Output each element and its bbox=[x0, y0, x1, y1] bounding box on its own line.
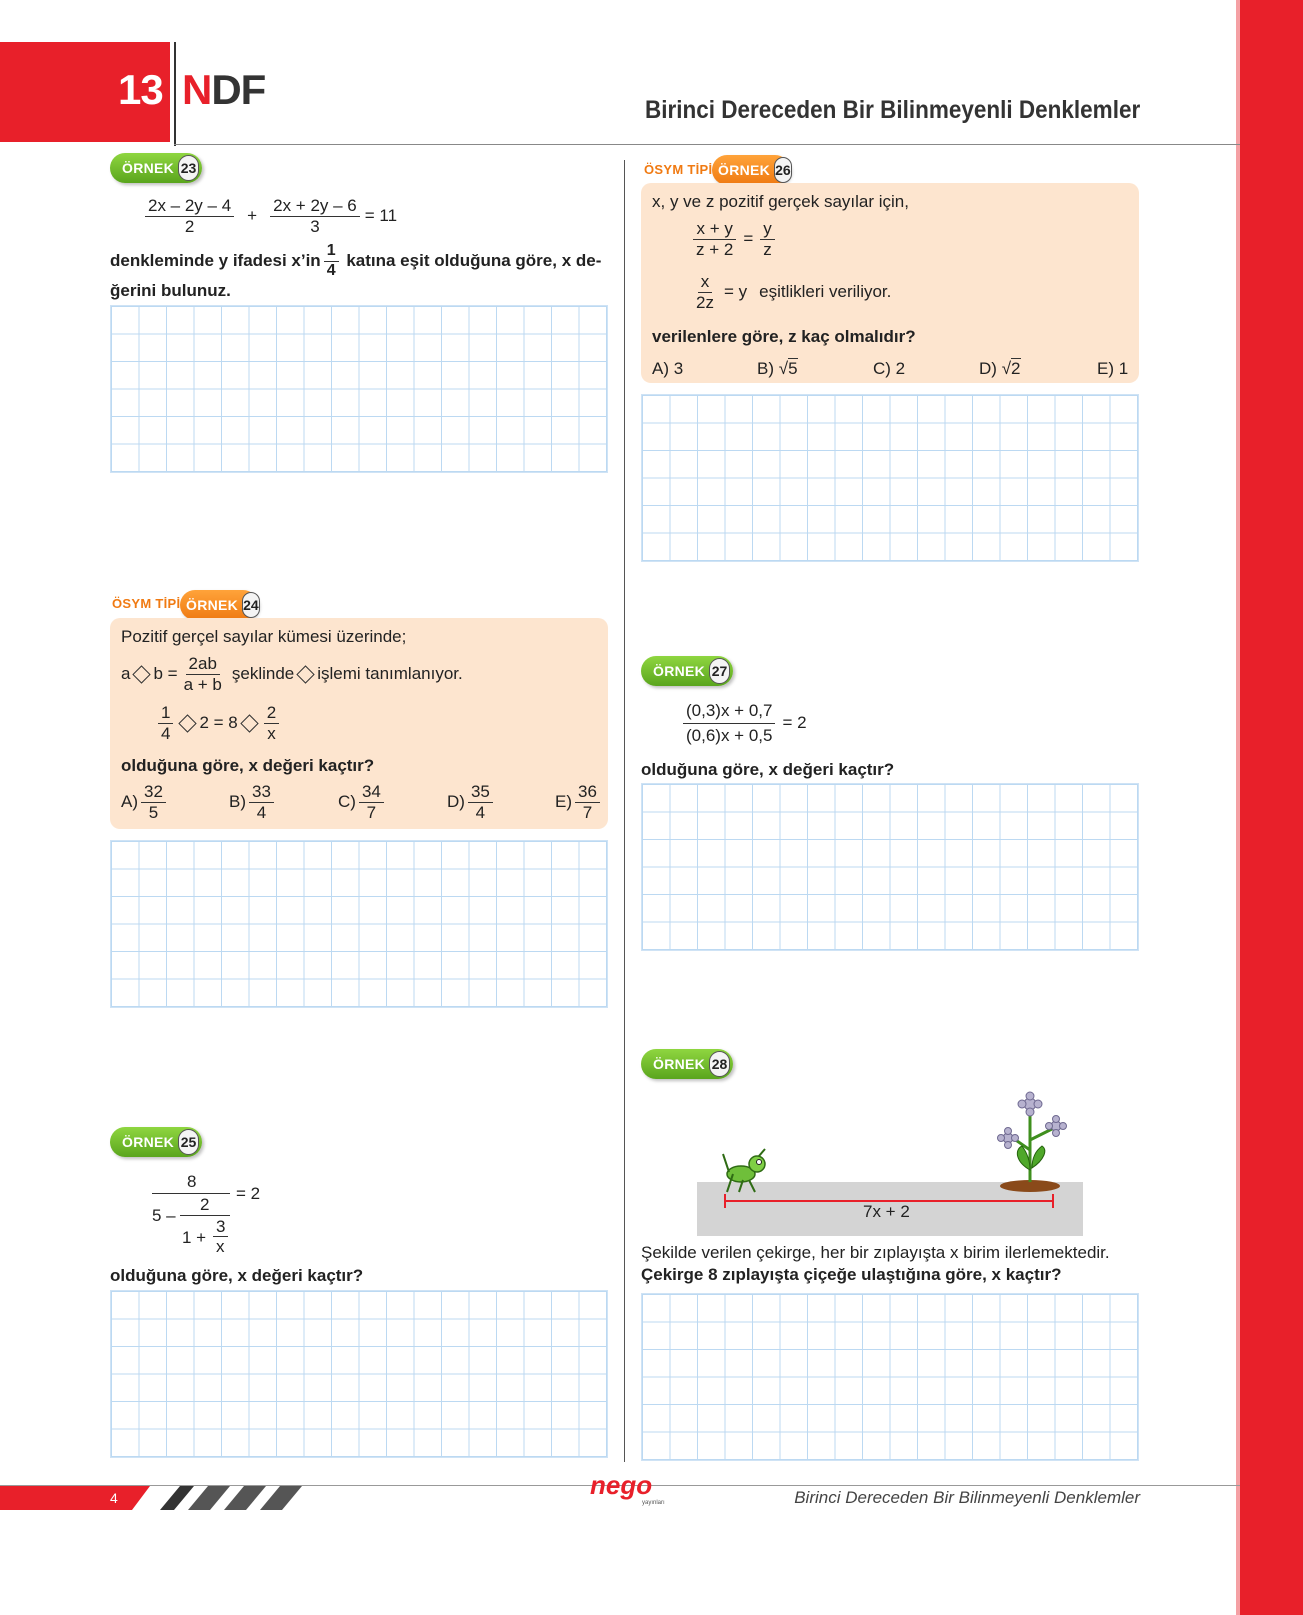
fraction-numerator: 2 bbox=[264, 704, 279, 724]
sqrt-icon: √ bbox=[1001, 359, 1012, 378]
fraction-numerator: y bbox=[760, 220, 775, 240]
example-27-equation bbox=[680, 702, 807, 745]
example-26-option-d[interactable] bbox=[979, 359, 1021, 379]
equation-rhs: = 11 bbox=[364, 206, 398, 226]
brand-n: N bbox=[182, 66, 212, 113]
badge-label: ÖRNEK bbox=[718, 162, 771, 178]
example-24-option-b[interactable] bbox=[229, 783, 277, 822]
fraction-numerator: 2ab bbox=[186, 655, 220, 675]
example-24-badge bbox=[180, 590, 258, 620]
fraction-numerator: 35 bbox=[468, 783, 493, 803]
fraction-numerator: (0,3)x + 0,7 bbox=[683, 702, 775, 724]
equals-sign: = bbox=[743, 229, 754, 249]
equation-tail: eşitlikleri veriliyor. bbox=[759, 282, 892, 302]
brand-logo bbox=[182, 66, 265, 114]
example-28-question: Çekirge 8 zıplayışta çiçeğe ulaştığına göre, x kaçtır? bbox=[641, 1265, 1062, 1284]
footer-page-number: 4 bbox=[110, 1490, 118, 1506]
fraction-numerator: 32 bbox=[141, 783, 166, 803]
header-rule bbox=[174, 144, 1240, 145]
option-label: E) bbox=[555, 792, 572, 812]
option-label: C) bbox=[338, 792, 356, 812]
diamond-operator-icon bbox=[179, 714, 197, 732]
option-label: B) bbox=[229, 792, 246, 812]
option-label: A) bbox=[121, 792, 138, 812]
fraction-denominator: 3 bbox=[310, 216, 320, 236]
main-fraction-bar bbox=[152, 1193, 230, 1194]
badge-number: 23 bbox=[178, 155, 199, 181]
flower-icon bbox=[992, 1090, 1070, 1192]
plus-sign: + bbox=[247, 206, 258, 226]
diamond-operator-icon bbox=[240, 714, 258, 732]
option-label: D) bbox=[979, 359, 997, 378]
definition-text: şeklinde bbox=[231, 664, 295, 684]
example-26-equation-1 bbox=[690, 220, 778, 259]
example-28-work-grid[interactable] bbox=[641, 1293, 1139, 1461]
example-26-work-grid[interactable] bbox=[641, 394, 1139, 562]
fraction-denominator: 7 bbox=[582, 802, 593, 822]
example-26-badge bbox=[712, 155, 790, 185]
example-24-option-a[interactable] bbox=[121, 783, 169, 822]
column-divider bbox=[624, 160, 625, 1462]
brand-rest: DF bbox=[211, 66, 266, 113]
example-28-line1: Şekilde verilen çekirge, her bir zıplayışta x birim ilerlemektedir. bbox=[641, 1243, 1110, 1262]
five-minus: 5 – bbox=[152, 1206, 176, 1225]
example-24-option-d[interactable] bbox=[447, 783, 496, 822]
footer-red-tab bbox=[0, 1486, 150, 1510]
fraction-numerator: 2x – 2y – 4 bbox=[145, 197, 234, 217]
diamond-operator-icon bbox=[133, 665, 151, 683]
badge-label: ÖRNEK bbox=[186, 597, 239, 613]
badge-label: ÖRNEK bbox=[122, 1134, 175, 1150]
fraction-numerator: 2x + 2y – 6 bbox=[270, 197, 360, 217]
example-26-tag: ÖSYM TİPİ bbox=[644, 162, 713, 177]
distance-tick-right bbox=[1052, 1194, 1054, 1208]
sqrt-icon: √ bbox=[778, 359, 789, 378]
top-numerator: 8 bbox=[187, 1172, 197, 1191]
fraction-numerator: x bbox=[698, 273, 713, 293]
footer-title: Birinci Dereceden Bir Bilinmeyenli Denklemler bbox=[794, 1488, 1140, 1507]
equation-rhs: = 2 bbox=[236, 1184, 261, 1203]
radicand: 2 bbox=[1011, 359, 1021, 378]
example-26-option-b[interactable] bbox=[757, 359, 798, 379]
innermost-numerator: 3 bbox=[216, 1217, 226, 1236]
fraction-denominator: 4 bbox=[161, 723, 171, 743]
fraction-denominator: (0,6)x + 0,5 bbox=[686, 725, 773, 745]
badge-number: 24 bbox=[242, 592, 260, 618]
fraction-denominator: x bbox=[267, 723, 276, 743]
right-red-band bbox=[1240, 0, 1303, 1615]
example-24-line1: Pozitif gerçel sayılar kümesi üzerinde; bbox=[121, 627, 407, 646]
fraction-numerator: 36 bbox=[575, 783, 600, 803]
fraction-denominator: a + b bbox=[183, 674, 222, 694]
example-24-option-e[interactable] bbox=[555, 783, 603, 822]
fraction-denominator: z + 2 bbox=[696, 239, 734, 259]
example-27-work-grid[interactable] bbox=[641, 783, 1139, 951]
equation-rhs: = y bbox=[723, 282, 748, 302]
example-25-badge bbox=[110, 1127, 202, 1157]
example-28-badge bbox=[641, 1049, 733, 1079]
example-24-question: olduğuna göre, x değeri kaçtır? bbox=[121, 756, 375, 775]
grasshopper-icon bbox=[719, 1148, 771, 1194]
publisher-logo bbox=[590, 1472, 652, 1498]
equation-rhs: = 2 bbox=[782, 713, 807, 733]
inner-numerator: 2 bbox=[200, 1195, 210, 1214]
diamond-operator-icon bbox=[297, 665, 315, 683]
badge-label: ÖRNEK bbox=[122, 160, 175, 176]
example-23-question bbox=[110, 243, 610, 302]
fraction-denominator: 4 bbox=[326, 261, 336, 279]
example-23-badge bbox=[110, 153, 202, 183]
example-24-tag: ÖSYM TİPİ bbox=[112, 596, 181, 611]
example-24-equation bbox=[155, 704, 282, 743]
example-26-option-e[interactable]: E) 1 bbox=[1097, 359, 1129, 378]
distance-label: 7x + 2 bbox=[863, 1202, 910, 1221]
example-25-work-grid[interactable] bbox=[110, 1290, 608, 1458]
question-text: ğerini bulunuz. bbox=[110, 280, 231, 300]
logo-part-a: ne bbox=[590, 1470, 621, 1500]
example-26-equation-2 bbox=[690, 273, 891, 312]
fraction-numerator: 33 bbox=[249, 783, 274, 803]
example-27-question: olduğuna göre, x değeri kaçtır? bbox=[641, 760, 895, 779]
distance-tick-left bbox=[724, 1194, 726, 1208]
publisher-logo-sub: yayınları bbox=[642, 1500, 665, 1506]
fraction-denominator: 4 bbox=[256, 802, 267, 822]
page-title: Birinci Dereceden Bir Bilinmeyenli Denklemler bbox=[644, 96, 1140, 124]
badge-number: 26 bbox=[774, 157, 792, 183]
example-24-work-grid[interactable] bbox=[110, 840, 608, 1008]
option-label: D) bbox=[447, 792, 465, 812]
right-red-band-edge bbox=[1236, 0, 1240, 1615]
fraction-denominator: 7 bbox=[366, 802, 377, 822]
example-28-figure bbox=[697, 1090, 1083, 1238]
example-24-option-c[interactable] bbox=[338, 783, 387, 822]
example-24-definition bbox=[121, 655, 463, 694]
fraction-denominator: z bbox=[763, 239, 772, 259]
option-label: B) bbox=[757, 359, 774, 378]
badge-number: 27 bbox=[709, 658, 730, 684]
radicand: 5 bbox=[788, 359, 798, 378]
example-26-question: verilenlere göre, z kaç olmalıdır? bbox=[652, 327, 916, 346]
footer-stripes-icon bbox=[160, 1486, 320, 1510]
fraction-denominator: 2z bbox=[696, 292, 714, 312]
example-27-badge bbox=[641, 656, 733, 686]
fraction-denominator: 2 bbox=[184, 216, 195, 236]
example-25-question: olduğuna göre, x değeri kaçtır? bbox=[110, 1266, 364, 1285]
header-divider bbox=[174, 42, 176, 146]
example-26-line1: x, y ve z pozitif gerçek sayılar için, bbox=[652, 192, 909, 211]
fraction-denominator: 4 bbox=[475, 802, 486, 822]
question-text: denkleminde y ifadesi x’in bbox=[110, 250, 321, 270]
innermost-denominator: x bbox=[216, 1237, 225, 1256]
example-25-equation bbox=[150, 1172, 280, 1257]
badge-label: ÖRNEK bbox=[653, 663, 706, 679]
fraction-numerator: 1 bbox=[324, 243, 339, 262]
badge-label: ÖRNEK bbox=[653, 1056, 706, 1072]
example-26-option-c[interactable]: C) 2 bbox=[873, 359, 906, 378]
var-a: a bbox=[121, 664, 131, 684]
fraction-denominator: 5 bbox=[148, 802, 159, 822]
logo-part-b: go bbox=[620, 1470, 653, 1500]
badge-number: 25 bbox=[178, 1129, 199, 1155]
definition-text: işlemi tanımlanıyor. bbox=[317, 664, 463, 684]
example-26-option-a[interactable]: A) 3 bbox=[652, 359, 684, 378]
var-b: b = bbox=[153, 664, 178, 684]
fraction-numerator: x + y bbox=[693, 220, 735, 240]
example-23-work-grid[interactable] bbox=[110, 305, 608, 473]
header-number: 13 bbox=[118, 66, 163, 113]
question-text: katına eşit olduğuna göre, x de- bbox=[346, 250, 602, 270]
fraction-numerator: 1 bbox=[158, 704, 173, 724]
one-plus: 1 + bbox=[182, 1228, 207, 1247]
badge-number: 28 bbox=[709, 1051, 730, 1077]
fraction-numerator: 34 bbox=[359, 783, 384, 803]
equation-middle: 2 = 8 bbox=[199, 713, 238, 733]
example-23-equation bbox=[142, 197, 397, 236]
